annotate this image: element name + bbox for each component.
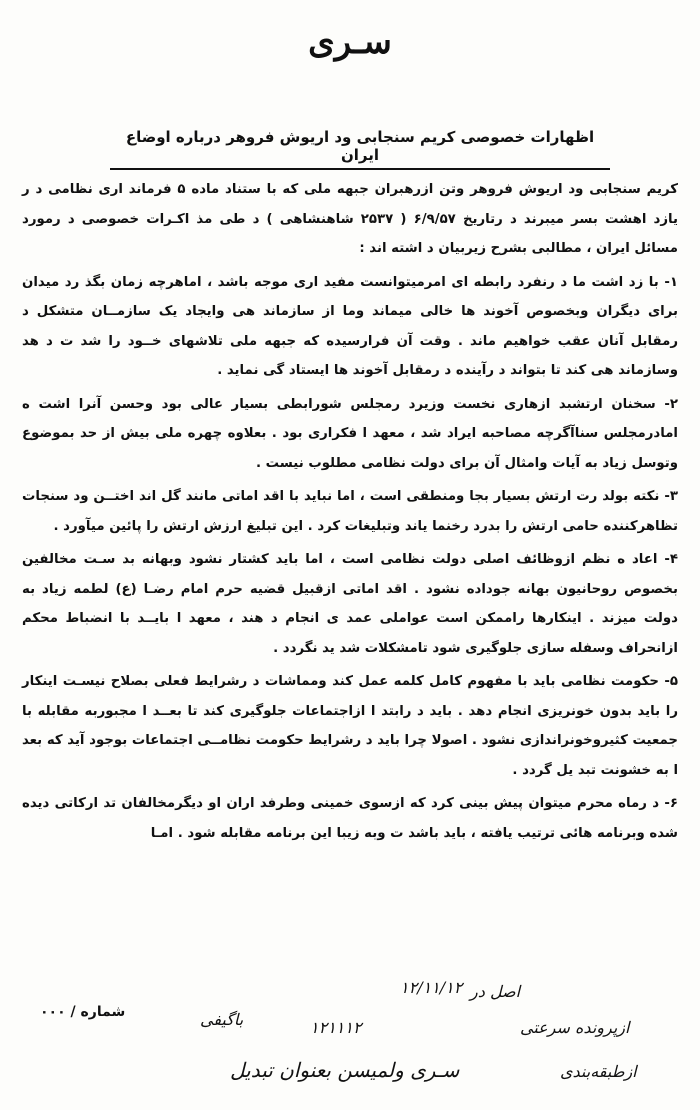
point-1-paragraph: ۱- با زد اشت ما د رنفرد رابطه ای امرمیتوانست مفید اری موجه باشد ، اماهرچه زمان بگذ رد میدان برای دیگران وبخصوص آخوند ها خالی میماند وما از سازماند هی وایجاد یک سازمــان متشکل د رمقابل آنان عقب خواهیم ماند . وقت آن فرارسیده که جبهه ملی تلاشهای خــود را شد ت د هد وسازماند هی کند تا بتواند د رآینده د رمقابل آخوند ها ایستاد گی نماید . [22, 274, 678, 378]
handwritten-note-classification: سـری ولمیسن بعنوان تبدیل [230, 1058, 460, 1082]
point-3-paragraph: ۳- نکته بولد رت ارتش بسیار بجا ومنطقی است ، اما نباید با اقد اماتی مانند گل اند اختــن ود سنجات تظاهرکننده حامی ارتش را بدرد رخنما یاند وتبلیغات کرد . این تبلیغ ارزش ارتش را پائین میآورد . [22, 489, 678, 534]
document-number: شماره / ۰۰۰ [40, 1004, 126, 1020]
intro-paragraph: کریم سنجابی ود اریوش فروهر وتن ازرهبران جبهه ملی که با ستناد ماده ۵ فرماند اری نظامی د ر یازد اهشت بسر میبرند د رتاریخ ۶/۹/۵۷ ( ۲۵۳۷ شاهنشاهی ) د طی مذ اکـرات خصوصی د رمورد مسائل ایران ، مطالبی بشرح زیربیان د اشته اند : [22, 182, 679, 256]
document-body [22, 175, 678, 852]
point-5-paragraph: ۵- حکومت نظامی باید با مفهوم کامل کلمه عمل کند ومماشات د رشرایط فعلی بصلاح نیسـت اینکار را باید بدون خونریزی انجام دهد . باید د رابتد ا ازاجتماعات جلوگیری کند تا بعــد ا مجبوربه مقابله با جمعیت کثیروخونراندازی نشود . اصولا چرا باید د رشرایط حکومت نظامــی اجتماعات بوجود آید که بعد ا به خشونت تبد یل گردد . [22, 674, 678, 778]
handwritten-date: ۱۲/۱۱/۱۲ [400, 978, 463, 997]
classification-heading: سـری [308, 22, 392, 62]
handwritten-note-declassify: ازطبقه‌بندی [560, 1062, 637, 1081]
handwritten-note-file: ازپرونده سرعتی [520, 1018, 630, 1037]
handwritten-note-signature: باگیفی [200, 1010, 244, 1029]
document-title: اظهارات خصوصی کریم سنجابی ود اریوش فروهر درباره اوضاع ایران [110, 128, 610, 170]
point-6-paragraph: ۶- د رماه محرم میتوان پیش بینی کرد که ازسوی خمینی وطرفد اران او دیگرمخالفان تد ارکاتی دیده شده وبرنامه هائی ترتیب یافته ، باید باشد ت وبه زیبا این برنامه مقابله شود . امـا [22, 796, 678, 841]
handwritten-date-label: اصل در [470, 982, 521, 1001]
handwritten-note-number: ۱۲۱۱۱۲ [310, 1018, 362, 1037]
point-2-paragraph: ۲- سخنان ارتشبد ازهاری نخست وزیرد رمجلس شورابطی بسیار عالی بود وحسن آنرا اشت ه امادرمجلس سناآگرچه مصاحبه ایراد شد ، معهد ا فکراری بود . بعلاوه چهره ملی بیش از حد بموضوع وتوسل زیاد به آیات وامثال آن برای دولت نظامی مطلوب نیست . [22, 396, 678, 471]
point-4-paragraph: ۴- اعاد ه نظم ازوظائف اصلی دولت نظامی است ، اما باید کشتار نشود وبهانه بد سـت مخالفین بخصوص روحانیون بهانه جوداده نشود . اقد اماتی ازقبیل قضیه حرم امام رضـا (ع) لطمه زیاد به دولت میزند . اینکارها راممکن است عواملی عمد ی انجام د هند ، معهد ا بایــد با انضباط محکم ازانحراف وسفله سازی جلوگیری شود تامشکلات شد ید نگردد . [22, 552, 678, 656]
